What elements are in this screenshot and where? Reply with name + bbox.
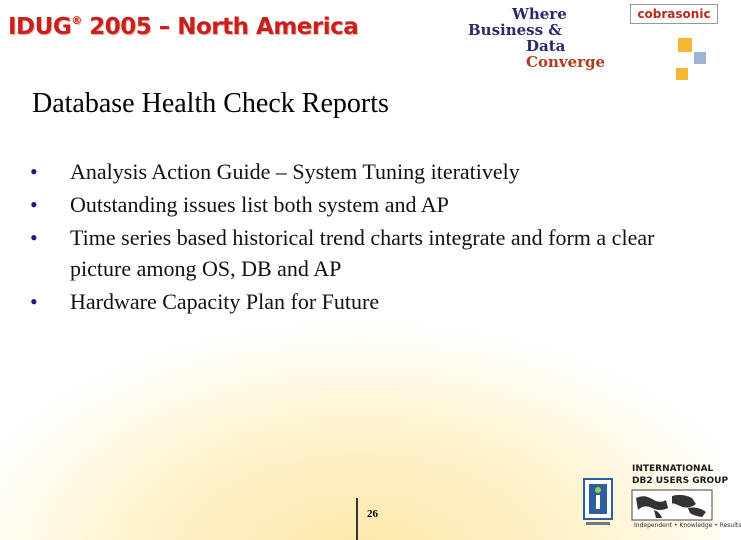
bullet-list (30, 156, 690, 319)
idug-info-logo-icon (583, 478, 613, 528)
tagline (468, 4, 648, 71)
bullet-text: Hardware Capacity Plan for Future (70, 289, 380, 314)
conference-title-main: IDUG (8, 14, 72, 40)
bullet-text: Time series based historical trend charts integrate and form a clear picture among OS, DB and AP (70, 225, 655, 281)
bullet-text: Outstanding issues list both system and AP (70, 192, 449, 217)
footer-divider (356, 498, 358, 540)
tagline-line-1: Where (512, 5, 567, 23)
bullet-marker: • (30, 225, 38, 250)
bullet-item (30, 189, 690, 220)
bullet-item (30, 222, 690, 284)
globe-map-icon (632, 490, 712, 520)
conference-title (8, 14, 358, 40)
accent-square-yellow (678, 38, 692, 52)
tagline-data-word: Data (526, 37, 566, 55)
tagline-converge-word: Converge (526, 53, 606, 71)
group-logo-tagline: Independent • Knowledge • Results (634, 522, 741, 529)
accent-square-yellow-lower (676, 68, 688, 80)
group-logo-line-2: DB2 USERS GROUP (632, 476, 729, 486)
international-db2-users-group-logo (628, 464, 741, 536)
registered-mark: ® (71, 14, 82, 27)
page-number: 26 (367, 508, 378, 520)
bullet-marker: • (30, 192, 38, 217)
bullet-item (30, 156, 690, 187)
bullet-text: Analysis Action Guide – System Tuning iteratively (70, 159, 520, 184)
accent-square-blue (694, 52, 706, 64)
group-logo-line-1: INTERNATIONAL (632, 464, 714, 474)
bullet-marker: • (30, 289, 38, 314)
tagline-line-2: Business & (468, 21, 562, 39)
bullet-marker: • (30, 159, 38, 184)
conference-title-rest: 2005 – North America (81, 14, 359, 40)
cobrasonic-logo: cobrasonic (630, 4, 718, 24)
tagline-line-3 (526, 38, 648, 70)
slide-title: Database Health Check Reports (32, 88, 389, 119)
bullet-item (30, 286, 690, 317)
